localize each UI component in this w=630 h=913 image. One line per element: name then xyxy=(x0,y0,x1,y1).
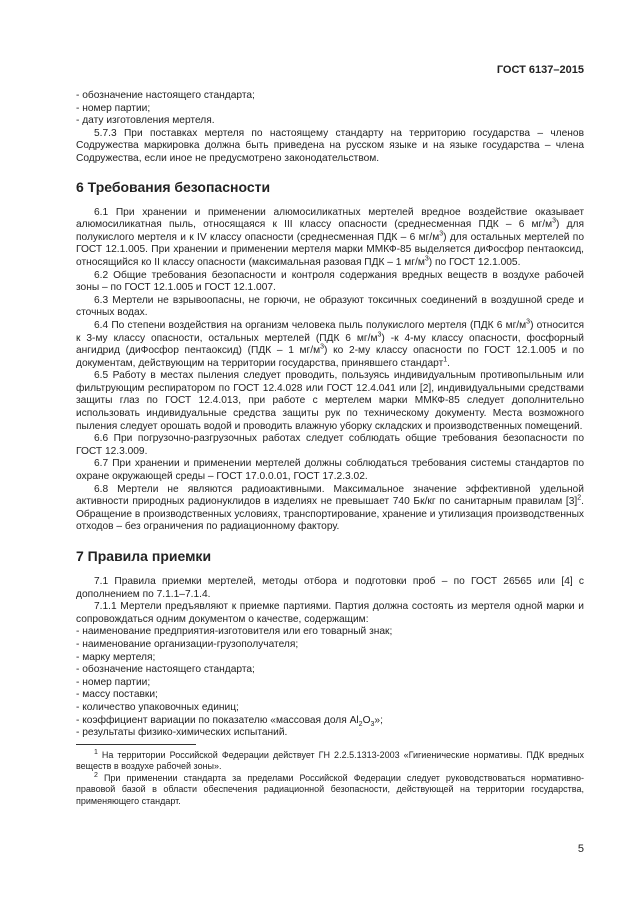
footnote-divider xyxy=(76,744,196,745)
list-item: - коэффициент вариации по показателю «массовая доля $Al_2O_3$»; xyxy=(76,714,383,728)
paragraph-6-7: 6.7 При хранении и применении мертелей должны соблюдаться требования системы стандартов по охране окружающей среды – ГОСТ 17.0.0.01, ГОСТ 17.2.3.02. xyxy=(76,458,584,483)
list-item: - обозначение настоящего стандарта; xyxy=(76,90,255,101)
section-6-title: 6 Требования безопасности xyxy=(76,178,271,195)
list-item: - наименование предприятия-изготовителя или его товарный знак; xyxy=(76,626,393,638)
paragraph-6-6: 6.6 При погрузочно-разгрузочных работах следует соблюдать общие требования безопасности по ГОСТ 12.3.009. xyxy=(76,433,584,457)
list-item: - обозначение настоящего стандарта; xyxy=(76,664,255,676)
paragraph-6-3: 6.3 Мертели не взрывоопасны, не горючи, не образуют токсичных соединений в воздушной среде и сточных водах. xyxy=(76,294,584,319)
section-7-title: 7 Правила приемки xyxy=(76,548,212,564)
page-content xyxy=(76,90,584,807)
paragraph-6-1: 6.1 При хранении и применении алюмосиликатных мертелей вредное воздействие оказывает алюмосиликатная пыль, относящаяся к III классу опасности (среднесменная ПДК – 6 $мг/м^3$) для полукислого мертеля и к IV классу опасности (среднесменная ПДК – 6 $мг/м^3$) для остальных мертелей по ГОСТ 12.1.005. При хранении и применении мертеля марки ММКФ-85 выделяется диФосфор пентаоксид, относящийся ко II классу опасности (максимальная разовая ПДК – 1 $мг/м^3$) по ГОСТ 12.1.005. xyxy=(76,206,584,268)
list-item: - наименование организации-грузополучателя; xyxy=(76,638,299,650)
list-item: - дату изготовления мертеля. xyxy=(76,115,215,127)
paragraph-6-5: 6.5 Работу в местах пыления следует проводить, пользуясь индивидуальным противопыльным или фильтрующим респиратором по ГОСТ 12.4.028 или ГОСТ 12.4.041 или [2], индивидуальными средствами защиты глаз по ГОСТ 12.4.013, при работе с мертелем марки ММКФ-85 следует дополнительно использовать индивидуальные средства защиты рук по техническому документу. Места возможного пыления следует орошать водой и проводить влажную уборку складских и производственных помещений. xyxy=(76,370,584,432)
footnote-ref: 2 xyxy=(577,494,582,502)
page-number: 5 xyxy=(577,843,584,855)
document-header: ГОСТ 6137–2015 xyxy=(496,64,584,76)
paragraph-6-2: 6.2 Общие требования безопасности и контроля содержания вредных веществ в воздухе рабочей зоны – по ГОСТ 12.1.005 и ГОСТ 12.1.007. xyxy=(76,269,584,294)
paragraph-6-8: 6.8 Мертели не являются радиоактивными. Максимальное значение эффективной удельной активности природных радионуклидов в изделиях не превышает 740 Бк/кг по санитарным правилам $[3]^2$. Обращение в производственных условиях, транспортирование, хранение и утилизация производственных отходов – без ограничения по радиационному фактору. xyxy=(76,483,584,533)
list-item: - результаты физико-химических испытаний. xyxy=(76,727,288,739)
list-item: - массу поставки; xyxy=(76,689,158,701)
paragraph-7-1: 7.1 Правила приемки мертелей, методы отбора и подготовки проб – по ГОСТ 26565 или [4] с дополнением по 7.1.1–7.1.4. xyxy=(76,576,584,600)
paragraph-6-4: 6.4 По степени воздействия на организм человека пыль полукислого мертеля (ПДК 6 $мг/м^3$) относится к 3-му классу опасности, остальных мертелей (ПДК 6 $мг/м^3$) -к 4-му классу опасности, фосфорный ангидрид (диФосфор пентаоксид) (ПДК – 1 $мг/м^3$) ко 2-му классу опасности по ГОСТ 12.1.005 и по документам, действующим на территории государства, принявшего стандарт$^1$. xyxy=(76,318,584,369)
footnote-1: $^1$ На территории Российской Федерации действует ГН 2.2.5.1313-2003 «Гигиенические нормативы. ПДК вредных веществ в воздухе рабочей зоны». xyxy=(76,748,584,772)
paragraph-7-1-1: 7.1.1 Мертели предъявляют к приемке партиями. Партия должна состоять из мертеля одной марки и сопровождаться одним документом о качестве, содержащим: xyxy=(76,601,584,625)
list-item: - количество упаковочных единиц; xyxy=(76,701,239,713)
paragraph-5-7-3: 5.7.3 При поставках мертеля по настоящему стандарту на территорию государства – членов Содружества маркировка должна быть приведена на русском языке и на языке государства – члена Содружества, если иное не предусмотрено законодательством. xyxy=(76,127,584,164)
list-item: - номер партии; xyxy=(76,102,151,114)
list-item: - марку мертеля; xyxy=(76,651,156,663)
footnote-ref: 1 xyxy=(443,356,448,364)
footnote-2: $^2$ При применении стандарта за пределами Российской Федерации следует руководствоваться нормативно-правовой базой в области обеспечения радиационной безопасности, действующей на территории государства, применяющего стандарт. xyxy=(76,771,584,806)
list-item: - номер партии; xyxy=(76,676,151,688)
